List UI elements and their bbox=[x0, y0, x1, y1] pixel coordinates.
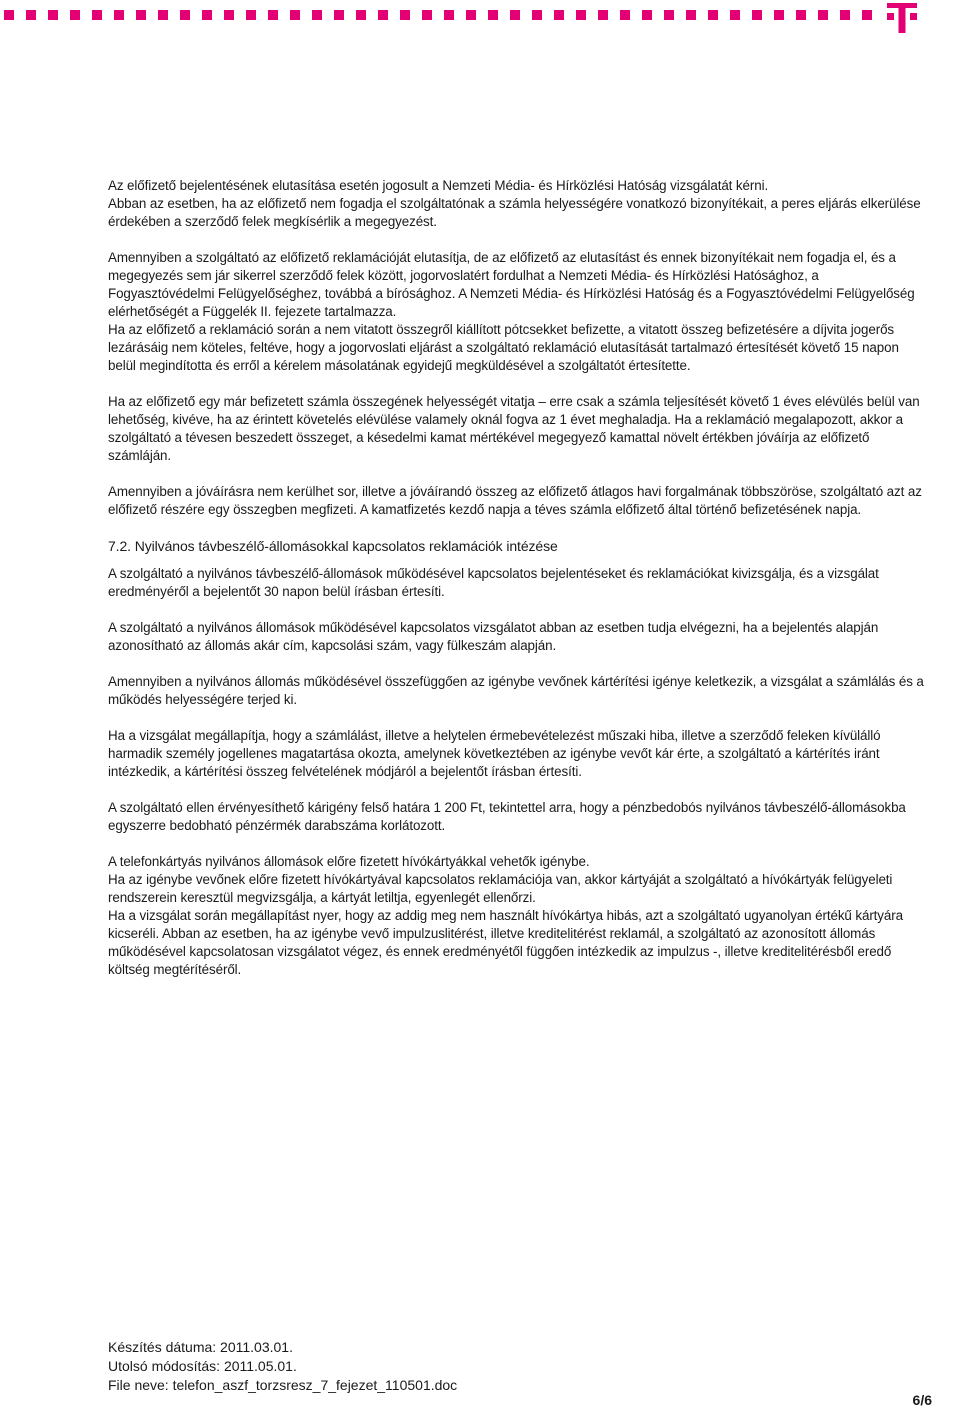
header-dot bbox=[114, 10, 124, 20]
paragraph: A szolgáltató a nyilvános távbeszélő-állomások működésével kapcsolatos bejelentéseket és reklamációkat kivizsgálja, és a vizsgálat eredményéről a bejelentőt 30 napon belül írásban értesíti. bbox=[108, 566, 879, 599]
file-name: File neve: telefon_aszf_torzsresz_7_fejezet_110501.doc bbox=[108, 1377, 458, 1393]
header-dot bbox=[378, 10, 388, 20]
paragraph: Ha az igénybe vevőnek előre fizetett hívókártyával kapcsolatos reklamációja van, akkor kártyáját a szolgáltató a hívókártyák felügyeleti rendszerein keresztül megvizsgálja, a kártyát letiltja, egyenlegét ellenőrzi. bbox=[108, 872, 893, 905]
header-dot bbox=[180, 10, 190, 20]
header-dot bbox=[48, 10, 58, 20]
header-dot bbox=[400, 10, 410, 20]
header-dot bbox=[334, 10, 344, 20]
header-dot-strip bbox=[0, 10, 880, 22]
header-dot bbox=[642, 10, 652, 20]
header-dot bbox=[246, 10, 256, 20]
header-dot bbox=[268, 10, 278, 20]
header-dot bbox=[224, 10, 234, 20]
header-dot bbox=[510, 10, 520, 20]
header-dot bbox=[730, 10, 740, 20]
header-dot bbox=[576, 10, 586, 20]
header-dot bbox=[796, 10, 806, 20]
header-dot bbox=[708, 10, 718, 20]
header-dot bbox=[356, 10, 366, 20]
section-title: 7.2. Nyilvános távbeszélő-állomásokkal kapcsolatos reklamációk intézése bbox=[108, 538, 558, 554]
header-dot bbox=[290, 10, 300, 20]
header-dot bbox=[620, 10, 630, 20]
paragraph: Amennyiben a szolgáltató az előfizető reklamációját elutasítja, de az előfizető az elutasítást és ennek bizonyítékait nem fogadja el, és a megegyezés sem jár sikerrel szerződő felek között, jogorvoslatért fordulhat a Nemzeti Média- és Hírközlési Hatósághoz, a Fogyasztóvédelmi Felügyelőséghez, továbbá a bírósághoz. A Nemzeti Média- és Hírközlési Hatóság és a Fogyasztóvédelmi Felügyelőség elérhetőségét a Függelék II. fejezete tartalmazza. bbox=[108, 250, 915, 319]
header-dot bbox=[312, 10, 322, 20]
header-dot bbox=[862, 10, 872, 20]
header-dot bbox=[26, 10, 36, 20]
paragraph: Ha az előfizető egy már befizetett számla összegének helyességét vitatja – erre csak a számla teljesítését követő 1 éves elévülés belül van lehetőség, kivéve, ha az érintett követelés elévülése valamely oknál fogva az 1 évet meghaladja. Ha a reklamáció megalapozott, akkor a szolgáltató a tévesen beszedett összeget, a késedelmi kamat mértékével megegyező kamattal növelt értékben jóváírja az előfizető számláján. bbox=[108, 394, 920, 463]
paragraph: Abban az esetben, ha az előfizető nem fogadja el szolgáltatónak a számla helyességére vonatkozó bizonyítékait, a peres eljárás elkerülése érdekében a szerződő felek megkísérlik a megegyezést. bbox=[108, 196, 921, 229]
paragraph: A szolgáltató a nyilvános állomások működésével kapcsolatos vizsgálatot abban az esetben tudja elvégezni, ha a bejelentés alapján azonosítható az állomás akár cím, kapcsolási szám, vagy fülkeszám alapján. bbox=[108, 620, 879, 653]
header-dot bbox=[774, 10, 784, 20]
header-dot bbox=[158, 10, 168, 20]
header-dot bbox=[532, 10, 542, 20]
header-dot bbox=[598, 10, 608, 20]
page-number: 6/6 bbox=[912, 1392, 932, 1408]
header-dot bbox=[444, 10, 454, 20]
paragraph: Ha az előfizető a reklamáció során a nem vitatott összegről kiállított pótcsekket befizette, a vitatott összeg befizetésére a díjvita jogerős lezárásáig nem köteles, feltéve, hogy a jogorvoslati eljárást a szolgáltató reklamáció elutasítását tartalmazó értesítését követő 15 napon belül megindította és erről a kérelem másolatának egyidejű megküldésével a szolgáltatót értesítette. bbox=[108, 322, 899, 373]
header-dot bbox=[4, 10, 14, 20]
modified-date: Utolsó módosítás: 2011.05.01. bbox=[108, 1358, 297, 1374]
created-date: Készítés dátuma: 2011.03.01. bbox=[108, 1339, 293, 1355]
header-dot bbox=[840, 10, 850, 20]
header-dot bbox=[752, 10, 762, 20]
document-footer bbox=[108, 1338, 457, 1395]
paragraph: A szolgáltató ellen érvényesíthető kárigény felső határa 1 200 Ft, tekintettel arra, hogy a pénzbedobós nyilvános távbeszélő-állomásokba egyszerre bedobható pénzérmék darabszáma korlátozott. bbox=[108, 800, 906, 833]
header-dot bbox=[818, 10, 828, 20]
paragraph: Amennyiben a jóváírásra nem kerülhet sor, illetve a jóváírandó összeg az előfizető átlagos havi forgalmának többszöröse, szolgáltató azt az előfizető részére egy összegben megfizeti. A kamatfizetés kezdő napja a téves számla előfizető által történő befizetésének napja. bbox=[108, 484, 922, 517]
header-dot bbox=[466, 10, 476, 20]
header-dot bbox=[202, 10, 212, 20]
paragraph: Ha a vizsgálat megállapítja, hogy a számlálást, illetve a helytelen érmebevételezést műszaki hiba, illetve a szerződő feleken kívülálló harmadik személy jogellenes magatartása okozta, amelynek következtében az igénybe vevőt kár érte, a szolgáltató a kártérítés iránt intézkedik, a kártérítési összeg felvételének módjáról a bejelentőt írásban értesíti. bbox=[108, 728, 881, 779]
paragraph: A telefonkártyás nyilvános állomások előre fizetett hívókártyákkal vehetők igénybe. bbox=[108, 854, 590, 869]
header-dot bbox=[664, 10, 674, 20]
header-dot bbox=[488, 10, 498, 20]
header-dot bbox=[92, 10, 102, 20]
paragraph: Amennyiben a nyilvános állomás működésével összefüggően az igénybe vevőnek kártérítési igénye keletkezik, a vizsgálat a számlálás és a működés helyességére terjed ki. bbox=[108, 674, 924, 707]
header-dot bbox=[422, 10, 432, 20]
header-dot bbox=[686, 10, 696, 20]
header-dot bbox=[136, 10, 146, 20]
header-dot bbox=[70, 10, 80, 20]
paragraph: Az előfizető bejelentésének elutasítása esetén jogosult a Nemzeti Média- és Hírközlési Hatóság vizsgálatát kérni. bbox=[108, 178, 769, 193]
document-body bbox=[108, 177, 928, 979]
paragraph: Ha a vizsgálat során megállapítást nyer, hogy az addig meg nem használt hívókártya hibás, azt a szolgáltató ugyanolyan értékű kártyára kicseréli. Abban az esetben, ha az igénybe vevő impulzuslitérést, illetve kreditelitérést reklamál, a szolgáltató az azonosított állomás működésével kapcsolatosan vizsgálatot végez, és ennek eredményétől függően intézkedik az impulzus -, illetve kreditelitérésből eredő költség megtérítéséről. bbox=[108, 908, 903, 977]
telekom-t-logo-icon bbox=[884, 0, 920, 36]
header-dot bbox=[554, 10, 564, 20]
